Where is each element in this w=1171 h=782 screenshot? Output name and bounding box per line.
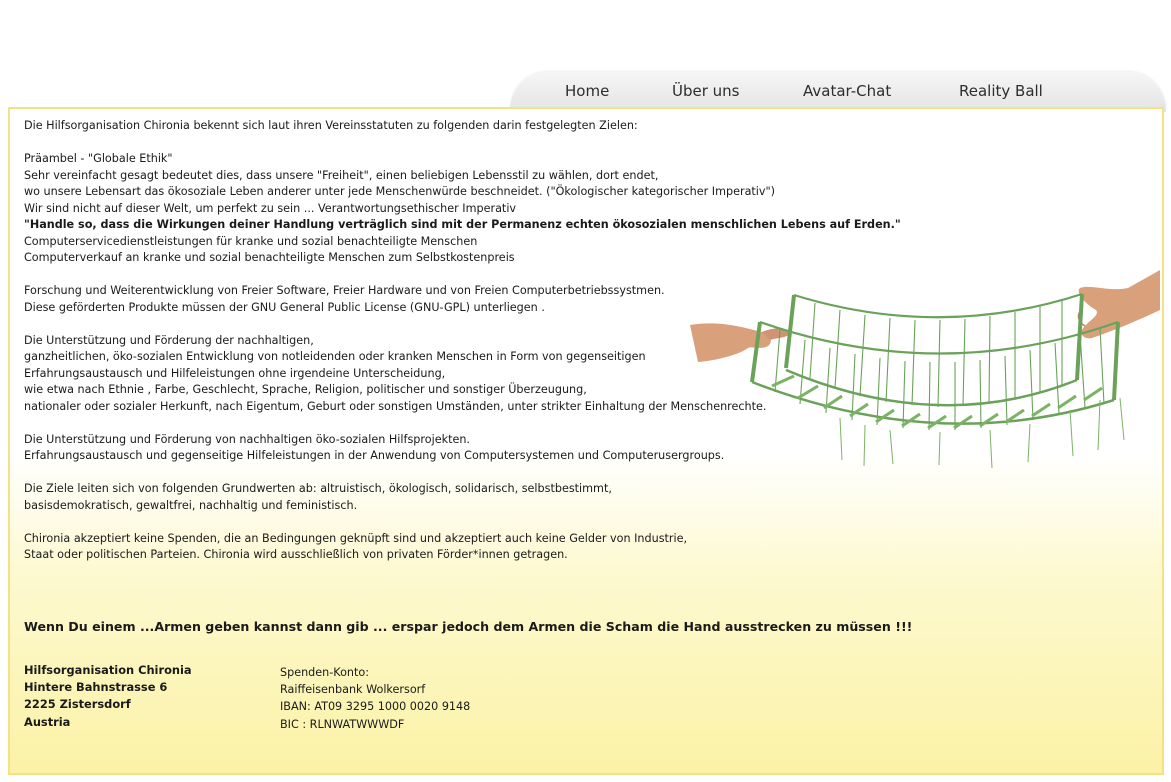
support-line: nationaler oder sozialer Herkunft, nach Eigentum, Geburt oder sonstigen Umständen, unter strikter Einhaltung der Menschenrechte. [24,399,767,413]
bank-block [280,664,470,733]
values-line: basisdemokratisch, gewaltfrei, nachhaltig und feministisch. [24,498,358,512]
preamble-line: wo unsere Lebensart das ökosoziale Leben anderer unter jede Menschenwürde beschneidet. ("Ökologischer kategorischer Imperativ") [24,185,776,198]
goal-line: Computerverkauf an kranke und sozial benachteiligte Menschen zum Selbstkostenpreis [24,251,515,264]
bank-title: Spenden-Konto: [280,666,370,679]
support-line: ganzheitlichen, öko-sozialen Entwicklung von notleidenden oder kranken Menschen in Form von gegenseitigen [24,350,646,363]
bank-iban: IBAN: AT09 3295 1000 0020 9148 [280,700,471,714]
intro-text: Die Hilfsorganisation Chironia bekennt sich laut ihren Vereinsstatuten zu folgenden darin festgelegten Zielen: [24,119,638,132]
donations-line: Chironia akzeptiert keine Spenden, die an Bedingungen geknüpft sind und akzeptiert auch keine Gelder von Industrie, [24,531,688,545]
projects-line: Die Unterstützung und Förderung von nachhaltigen öko-sozialen Hilfsprojekten. [24,432,470,446]
support-line: Die Unterstützung und Förderung der nachhaltigen, [24,333,314,347]
nav-about-link[interactable]: Über uns [672,82,740,100]
bank-bic: BIC : RLNWATWWWDF [280,717,405,731]
org-country: Austria [24,714,71,729]
mission-text [24,118,954,564]
bank-name: Raiffeisenbank Wolkersorf [280,683,426,697]
nav-avatar-chat-link[interactable]: Avatar-Chat [803,82,892,100]
org-street: Hintere Bahnstrasse 6 [24,680,168,695]
org-name: Hilfsorganisation Chironia [24,663,192,677]
goal-line: Computerservicedienstleistungen für kranke und sozial benachteiligte Menschen [24,234,478,248]
preamble-line: Sehr vereinfacht gesagt bedeutet dies, dass unsere "Freiheit", einen beliebigen Lebensstil zu wählen, dort endet, [24,168,659,182]
address-block [24,662,192,731]
support-line: Erfahrungsaustausch und Hilfeleistungen ohne irgendeine Unterscheidung, [24,366,446,380]
org-city: 2225 Zistersdorf [24,697,131,712]
nav-reality-ball-link[interactable]: Reality Ball [959,82,1043,100]
donations-line: Staat oder politischen Parteien. Chironia wird ausschließlich von privaten Förder*innen getragen. [24,548,568,561]
nav-home-link[interactable]: Home [565,82,610,100]
research-line: Forschung und Weiterentwicklung von Freier Software, Freier Hardware und von Freien Computerbetriebssystmen. [24,284,665,297]
values-line: Die Ziele leiten sich von folgenden Grundwerten ab: altruistisch, ökologisch, solidarisch, selbstbestimmt, [24,482,612,495]
imperative-quote: "Handle so, dass die Wirkungen deiner Handlung verträglich sind mit der Permanenz echten ökosozialen menschlichen Lebens auf Erden." [24,218,901,231]
preamble-line: Wir sind nicht auf dieser Welt, um perfekt zu sein ... Verantwortungsethischer Imperativ [24,201,517,215]
support-line: wie etwa nach Ethnie , Farbe, Geschlecht, Sprache, Religion, politischer und sonstiger Überzeugung, [24,383,587,396]
projects-line: Erfahrungsaustausch und gegenseitige Hilfeleistungen in der Anwendung von Computersystemen und Computerusergroups. [24,449,725,462]
preamble-title: Präambel - "Globale Ethik" [24,152,173,165]
motto-text: Wenn Du einem ...Armen geben kannst dann gib ... erspar jedoch dem Armen die Scham die Hand ausstrecken zu müssen !!! [24,619,913,634]
research-line: Diese geförderten Produkte müssen der GNU General Public License (GNU-GPL) unterliegen . [24,300,545,314]
